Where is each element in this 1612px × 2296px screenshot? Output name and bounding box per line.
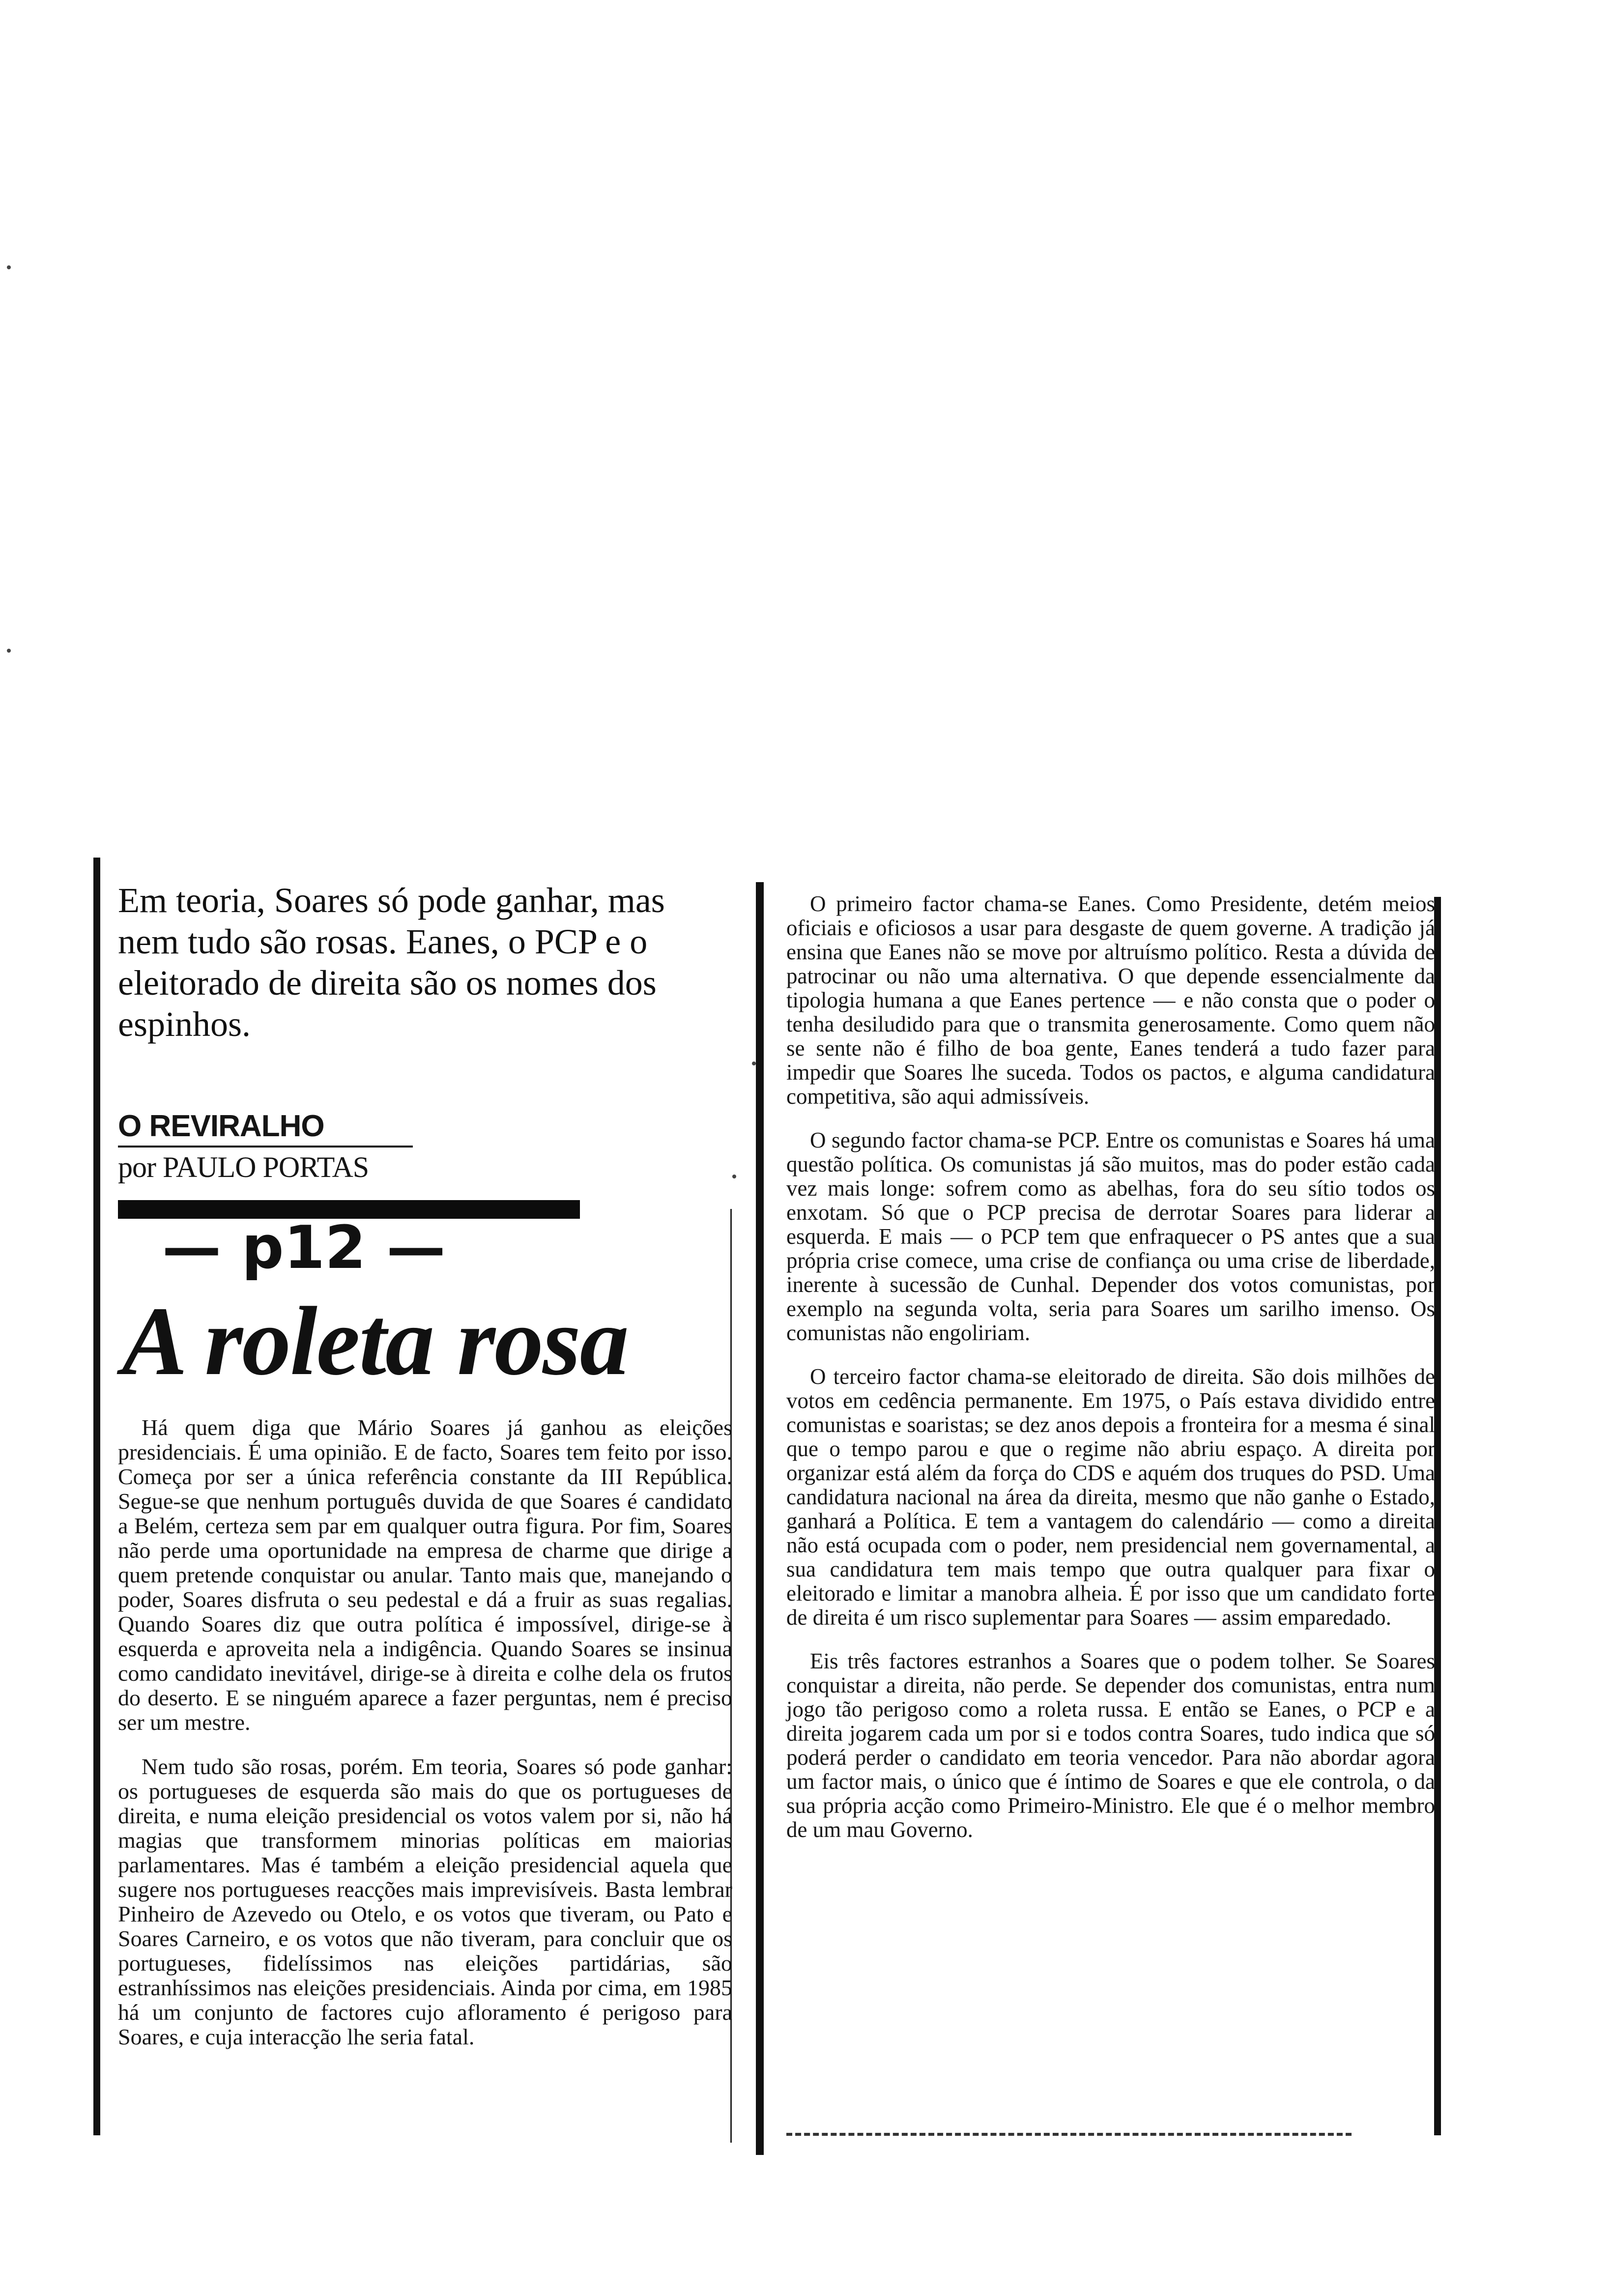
left-paragraph-1: Há quem diga que Mário Soares já ganhou as eleições presidenciais. É uma opinião. E de facto, Soares tem feito por isso. Começa por ser a única referência constante da III República. Segue-se que nenhum português duvida de que Soares é candidato a Belém, certeza sem par em qualquer outra figura. Por fim, Soares não perde uma oportunidade na empresa de charme que dirige a quem pretende conquistar ou anular. Tanto mais que, manejando o poder, Soares disfruta o seu pedestal e dá a fruir as suas regalias. Quando Soares diz que outra política é impossível, dirige-se à esquerda e aproveita nela a indigência. Quando Soares se insinua como candidato inevitável, dirige-se à direita e colhe dela os frutos do deserto. E se ninguém aparece a fazer perguntas, nem é preciso ser um mestre. <box>118 1415 732 1735</box>
byline-bar <box>118 1200 580 1219</box>
column-name: O REVIRALHO <box>118 1109 413 1148</box>
scan-speck <box>732 1175 736 1178</box>
article-lead: Em teoria, Soares só pode ganhar, mas nem tudo são rosas. Eanes, o PCP e o eleitorado de direita são os nomes dos espinhos. <box>118 881 665 1044</box>
byline: por PAULO PORTAS <box>118 1151 369 1183</box>
left-column <box>118 880 732 2138</box>
handwritten-mark-text: — p12 — <box>162 1219 446 1282</box>
right-paragraph-3: O terceiro factor chama-se eleitorado de direita. São dois milhões de votos em cedência permanente. Em 1975, o País estava dividido entre comunistas e soaristas; se dez anos depois a fronteira for a mesma é sinal que o tempo parou e que o regime não abriu espaço. A direita por organizar está além da força do CDS e aquém dos truques do PSD. Uma candidatura nacional na área da direita, mesmo que não ganhe o Estado, ganhará a Política. E tem a vantagem do calendário — como a direita não está ocupada com o poder, nem presidencial nem governamental, a sua candidatura tem mais tempo que outra qualquer para fixar o eleitorado e limitar a manobra alheia. É por isso que um candidato forte de direita é um risco suplementar para Soares — assim emparedado. <box>786 1364 1435 1630</box>
right-column-rule-left <box>756 882 764 2155</box>
right-paragraph-2: O segundo factor chama-se PCP. Entre os comunistas e Soares há uma questão política. Os comunistas já são muitos, mas do poder estão cada vez mais longe: sofrem como as abelhas, fora do seu sítio todos os enxotam. Só que o PCP precisa de derrotar Soares para liderar a esquerda. E mais — o PCP tem que enfraquecer o PS antes que a sua própria crise comece, uma crise de confiança ou uma crise de liberdade, inerente à sucessão de Cunhal. Depender dos votos comunistas, por exemplo na segunda volta, seria para Soares um sarilho imenso. Os comunistas não engoliriam. <box>786 1128 1435 1345</box>
scan-speck <box>752 1062 756 1065</box>
left-column-rule <box>93 858 100 2135</box>
left-paragraph-2: Nem tudo são rosas, porém. Em teoria, Soares só pode ganhar: os portugueses de esquerda são mais do que os portugueses de direita, e numa eleição presidencial os votos valem por si, não há magias que transformem minorias políticas em maiorias parlamentares. Mas é também a eleição presidencial aquela que sugere nos portugueses reacções mais imprevisíveis. Basta lembrar Pinheiro de Azevedo ou Otelo, e os votos que tiveram, ou Pato e Soares Carneiro, e os votos que não tiveram, para concluir que os portugueses, fidelíssimos nas eleições partidárias, são estranhíssimos nas eleições presidenciais. Ainda por cima, em 1985 há um conjunto de factores cujo afloramento é perigoso para Soares, e cuja interacção lhe seria fatal. <box>118 1754 732 2049</box>
scan-speck <box>7 649 11 653</box>
scan-speck <box>7 265 11 269</box>
right-paragraph-4: Eis três factores estranhos a Soares que o podem tolher. Se Soares conquistar a direita, não perde. Se depender dos comunistas, entra num jogo tão perigoso como a roleta russa. E então se Eanes, o PCP e a direita jogarem cada um por si e todos contra Soares, tudo indica que só poderá perder o candidato em teoria vencedor. Para não abordar agora um factor mais, o único que é íntimo de Soares e que ele controla, o da sua própria acção como Primeiro-Ministro. Ele que é o melhor membro de um mau Governo. <box>786 1649 1435 1842</box>
footer-dashes <box>786 2133 1352 2146</box>
headline: A roleta rosa <box>122 1287 628 1396</box>
right-column <box>786 892 1435 2130</box>
right-paragraph-1: O primeiro factor chama-se Eanes. Como Presidente, detém meios oficiais e oficiosos a usar para desgaste de quem governe. A tradição já ensina que Eanes não se move por altruísmo político. Resta a dúvida de patrocinar ou não uma alternativa. O que depende essencialmente da tipologia humana a que Eanes pertence — e não consta que o poder o tenha desiludido para que o transmita generosamente. Como quem não se sente não é filho de boa gente, Eanes tenderá a tudo fazer para impedir que Soares lhe suceda. Todos os pactos, e alguma candidatura competitiva, são aqui admissíveis. <box>786 891 1435 1109</box>
right-column-rule-right <box>1434 897 1441 2135</box>
handwritten-page-mark <box>147 1219 521 1283</box>
